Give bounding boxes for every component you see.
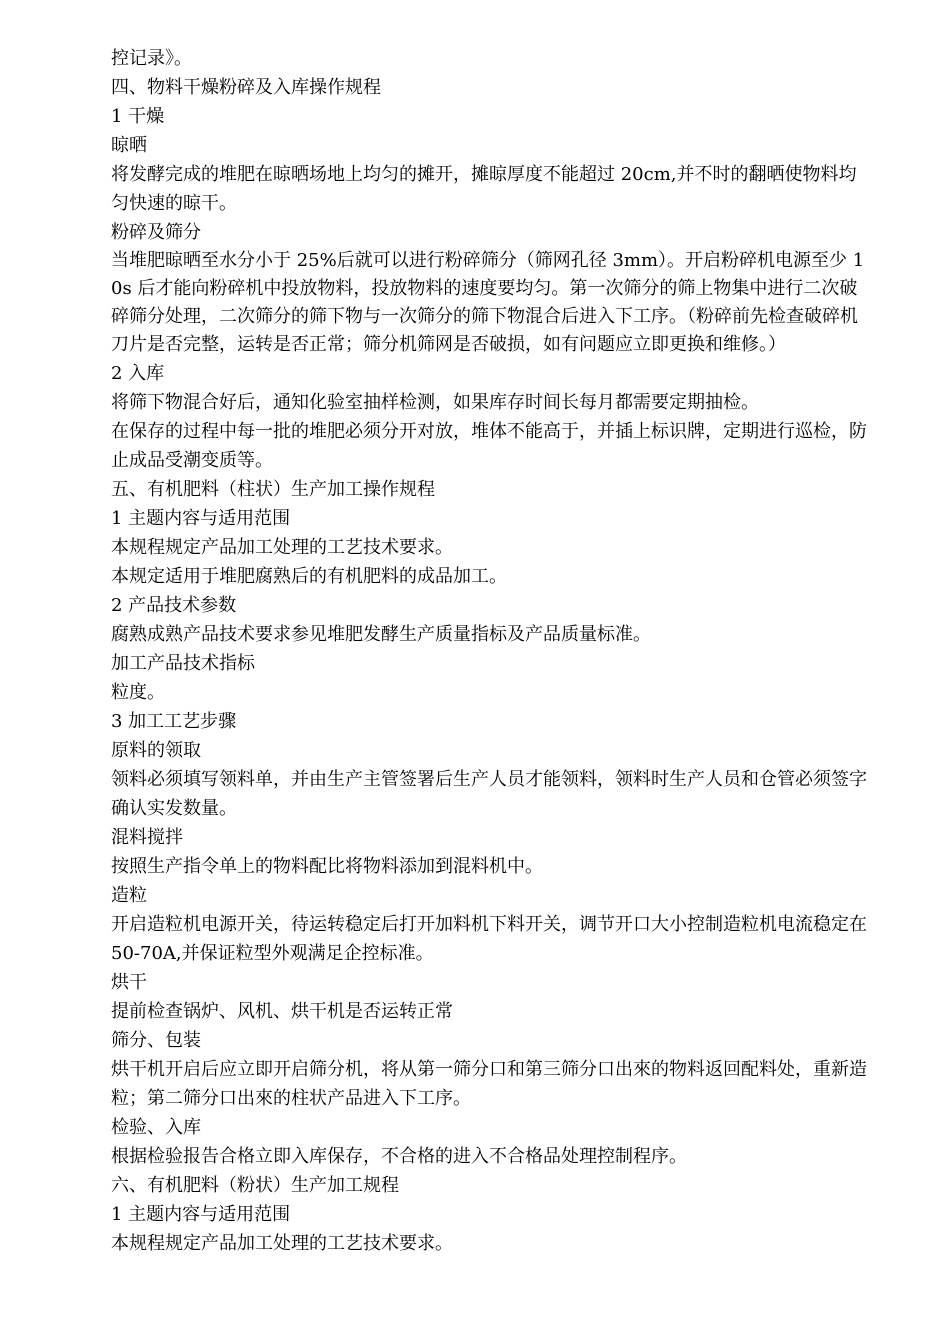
- item-heading: 筛分、包装: [111, 1030, 201, 1051]
- section-heading: 五、有机肥料（柱状）生产加工操作规程: [111, 479, 435, 500]
- body-paragraph: 将发酵完成的堆肥在晾晒场地上均匀的摊开，摊晾厚度不能超过 20cm,并不时的翻晒使物料均匀快速的晾干。: [111, 164, 857, 214]
- item-heading: 原料的领取: [111, 740, 201, 761]
- body-paragraph: 当堆肥晾晒至水分小于 25%后就可以进行粉碎筛分（筛网孔径 3mm）。开启粉碎机电源至少 10s 后才能向粉碎机中投放物料，投放物料的速度要均匀。第一次筛分的筛上物集中进行二次破碎筛分处理，二次筛分的筛下物与一次筛分的筛下物混合后进入下工序。（粉碎前先检查破碎机刀片是否完整，运转是否正常；筛分机筛网是否破损，如有问题应立即更换和维修。）: [111, 250, 865, 355]
- body-paragraph: 提前检查锅炉、风机、烘干机是否运转正常: [111, 1001, 453, 1022]
- item-heading: 晾晒: [111, 135, 147, 156]
- item-heading: 加工产品技术指标: [111, 653, 255, 674]
- item-heading: 造粒: [111, 885, 147, 906]
- item-heading: 混料搅拌: [111, 827, 183, 848]
- item-heading: 检验、入库: [111, 1117, 201, 1138]
- body-paragraph: 根据检验报告合格立即入库保存，不合格的进入不合格品处理控制程序。: [111, 1146, 687, 1167]
- subsection-heading: 2 入库: [111, 363, 165, 384]
- item-heading: 烘干: [111, 972, 147, 993]
- body-paragraph: 烘干机开启后应立即开启筛分机，将从第一筛分口和第三筛分口出來的物料返回配料处，重新造粒；第二筛分口出來的柱状产品进入下工序。: [111, 1059, 867, 1109]
- body-paragraph: 本规程规定产品加工处理的工艺技术要求。: [111, 537, 453, 558]
- body-paragraph: 领料必须填写领料单，并由生产主管签署后生产人员才能领料，领料时生产人员和仓管必须签字确认实发数量。: [111, 769, 867, 819]
- body-paragraph: 按照生产指令单上的物料配比将物料添加到混料机中。: [111, 856, 543, 877]
- section-heading: 六、有机肥料（粉状）生产加工规程: [111, 1175, 399, 1196]
- subsection-heading: 3 加工工艺步骤: [111, 711, 237, 732]
- item-heading: 粉碎及筛分: [111, 222, 201, 243]
- body-paragraph: 粒度。: [111, 682, 165, 703]
- subsection-heading: 1 主题内容与适用范围: [111, 508, 291, 529]
- document-page: [111, 44, 871, 1258]
- body-paragraph: 开启造粒机电源开关，待运转稳定后打开加料机下料开关，调节开口大小控制造粒机电流稳定在 50-70A,并保证粒型外观满足企控标准。: [111, 914, 867, 964]
- text-line: 控记录》。: [111, 48, 192, 69]
- section-heading: 四、物料干燥粉碎及入库操作规程: [111, 77, 381, 98]
- body-paragraph: 腐熟成熟产品技术要求参见堆肥发酵生产质量指标及产品质量标准。: [111, 624, 651, 645]
- body-paragraph: 本规程规定产品加工处理的工艺技术要求。: [111, 1233, 453, 1254]
- body-paragraph: 本规定适用于堆肥腐熟后的有机肥料的成品加工。: [111, 566, 507, 587]
- subsection-heading: 1 干燥: [111, 106, 165, 127]
- body-paragraph: 在保存的过程中每一批的堆肥必须分开对放，堆体不能高于，并插上标识牌，定期进行巡检，防止成品受潮变质等。: [111, 421, 867, 471]
- body-paragraph: 将筛下物混合好后，通知化验室抽样检测，如果库存时间长每月都需要定期抽检。: [111, 392, 759, 413]
- subsection-heading: 2 产品技术参数: [111, 595, 237, 616]
- subsection-heading: 1 主题内容与适用范围: [111, 1204, 291, 1225]
